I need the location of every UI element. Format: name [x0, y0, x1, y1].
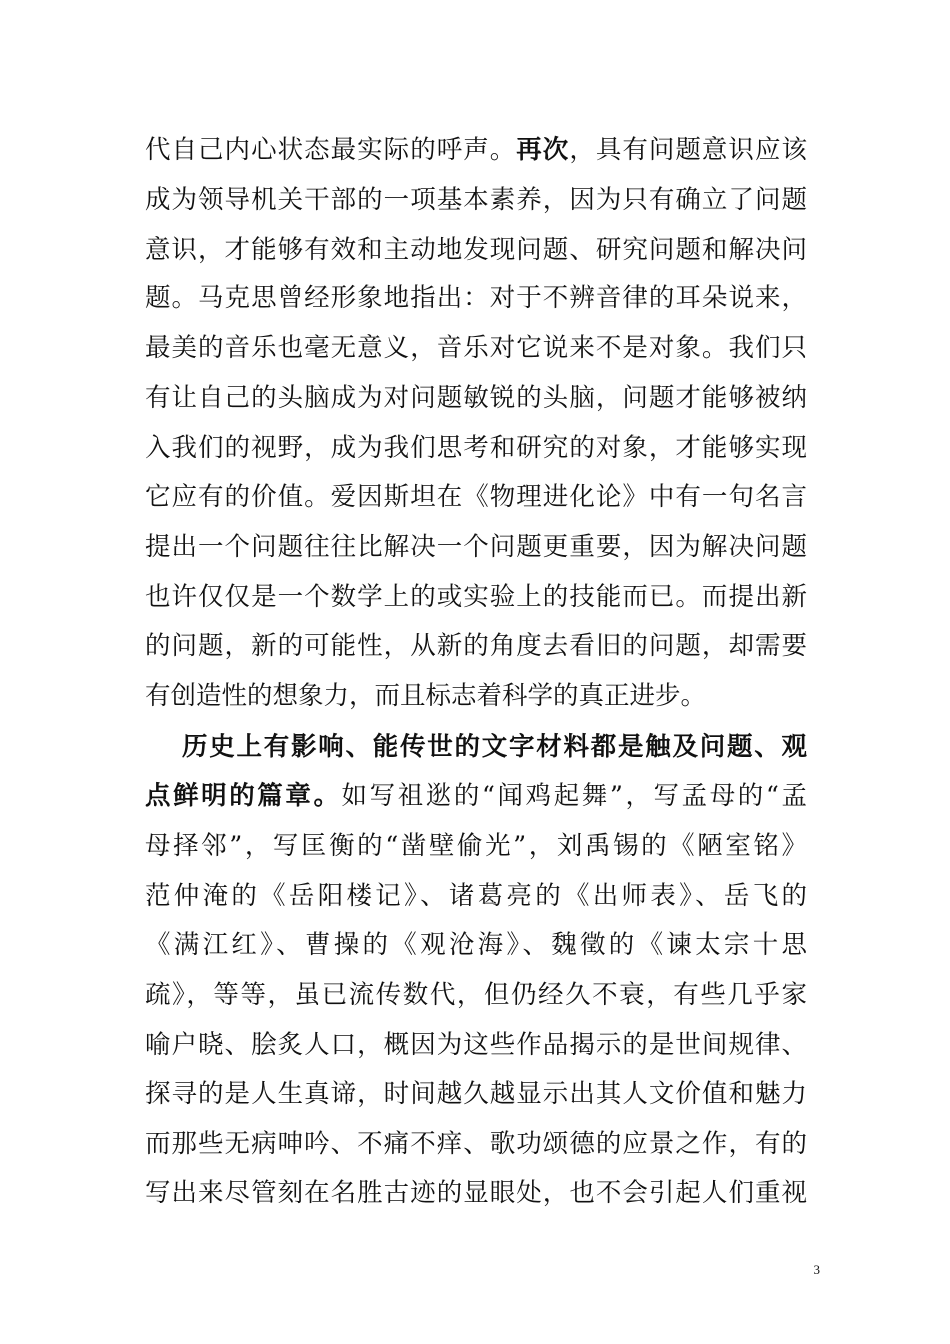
text-run: 最美的音乐也毫无意义，音乐对它说来不是对象。我们只 — [145, 333, 807, 363]
text-line — [145, 1020, 807, 1070]
text-run: 有让自己的头脑成为对问题敏锐的头脑，问题才能够被纳 — [145, 383, 807, 413]
text-line — [145, 373, 807, 423]
text-line — [145, 920, 807, 970]
text-run: 而那些无病呻吟、不痛不痒、歌功颂德的应景之作，有的 — [145, 1129, 807, 1159]
text-run: 提出一个问题往往比解决一个问题更重要，因为解决问题 — [145, 532, 807, 562]
bold-run: 再次 — [516, 135, 570, 165]
text-run: 有创造性的想象力，而且标志着科学的真正进步。 — [145, 681, 707, 711]
text-run: 的问题，新的可能性，从新的角度去看旧的问题，却需要 — [145, 631, 807, 661]
text-line — [145, 821, 807, 871]
text-run: 如写祖逖的“闻鸡起舞”，写孟母的“孟 — [341, 781, 807, 811]
paragraph-end-line — [145, 671, 807, 721]
text-line — [145, 273, 807, 323]
text-run: 入我们的视野，成为我们思考和研究的对象，才能够实现 — [145, 433, 807, 463]
text-line — [145, 423, 807, 473]
bold-run: 历史上有影响、能传世的文字材料都是触及问题、观 — [182, 732, 807, 762]
text-line — [145, 522, 807, 572]
text-line — [145, 871, 807, 921]
text-line — [145, 472, 807, 522]
text-run: 也许仅仅是一个数学上的或实验上的技能而已。而提出新 — [145, 582, 807, 612]
text-run: 探寻的是人生真谛，时间越久越显示出其人文价值和魅力 — [145, 1079, 807, 1109]
text-run: 代自己内心状态最实际的呼声。 — [145, 135, 517, 165]
text-run: 题。马克思曾经形象地指出：对于不辨音律的耳朵说来， — [145, 283, 807, 313]
text-run: 疏》，等等，虽已流传数代，但仍经久不衰，有些几乎家 — [145, 980, 807, 1010]
text-line — [145, 225, 807, 275]
text-run: 成为领导机关干部的一项基本素养，因为只有确立了问题 — [145, 185, 807, 215]
text-line — [145, 621, 807, 671]
text-run: 《满江红》、曹操的《观沧海》、魏徵的《谏太宗十思 — [145, 930, 807, 960]
text-line — [145, 125, 807, 175]
text-run: 范仲淹的《岳阳楼记》、诸葛亮的《出师表》、岳飞的 — [145, 881, 807, 911]
text-line — [145, 1069, 807, 1119]
paragraph-indent-line — [182, 722, 807, 772]
text-run: ，具有问题意识应该 — [569, 135, 807, 165]
page-number: 3 — [813, 1262, 820, 1277]
text-run: 写出来尽管刻在名胜古迹的显眼处，也不会引起人们重视 — [145, 1178, 807, 1208]
text-run: 母择邻”，写匡衡的“凿壁偷光”，刘禹锡的《陋室铭》 — [145, 831, 807, 861]
text-line — [145, 1119, 807, 1169]
text-line — [145, 970, 807, 1020]
bold-run: 点鲜明的篇章。 — [145, 781, 342, 811]
text-line — [145, 323, 807, 373]
text-run: 它应有的价值。爱因斯坦在《物理进化论》中有一句名言 — [145, 482, 807, 512]
text-line — [145, 1168, 807, 1218]
text-line — [145, 175, 807, 225]
text-line — [145, 572, 807, 622]
text-run: 喻户晓、脍炙人口，概因为这些作品揭示的是世间规律、 — [145, 1030, 807, 1060]
text-line — [145, 771, 807, 821]
text-run: 意识，才能够有效和主动地发现问题、研究问题和解决问 — [145, 235, 807, 265]
